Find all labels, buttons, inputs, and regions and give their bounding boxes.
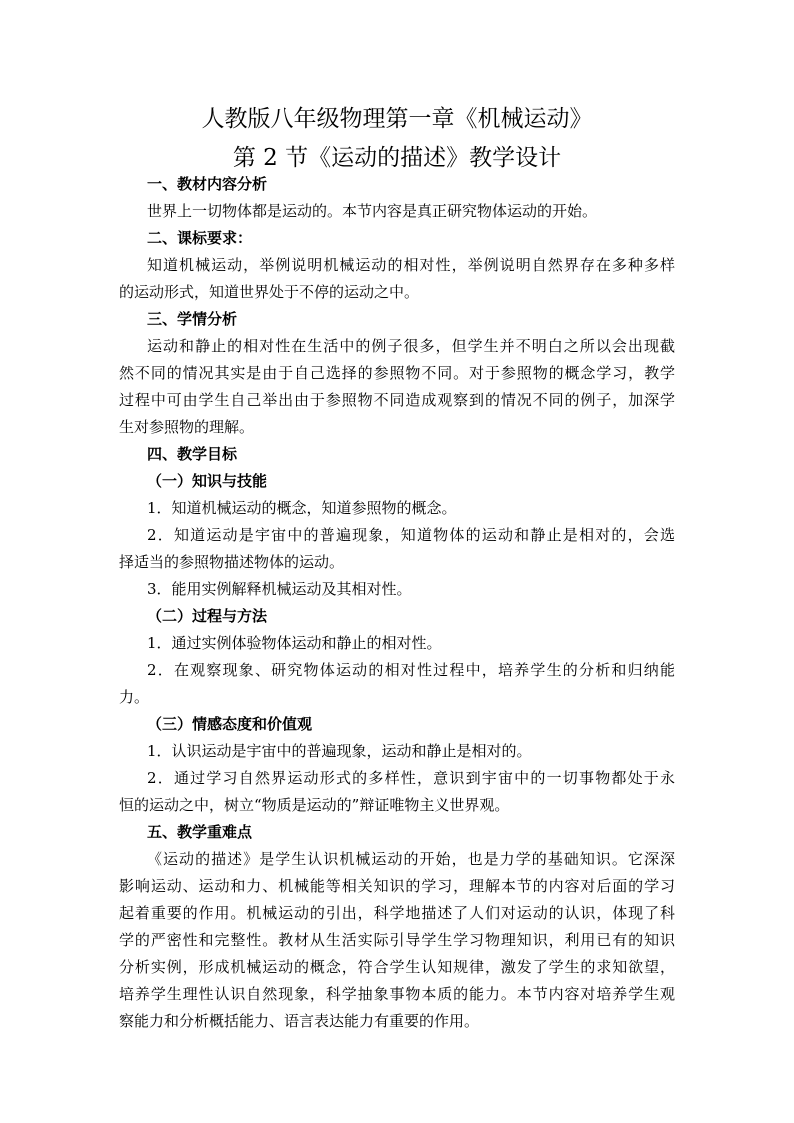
section-heading: 五、教学重难点 <box>147 823 253 841</box>
paragraph-line: 2．通过学习自然界运动形式的多样性，意识到宇宙中的一切事物都处于永 <box>147 769 675 787</box>
subsection-heading: （三）情感态度和价值观 <box>147 715 313 733</box>
paragraph-line: 的运动形式，知道世界处于不停的运动之中。 <box>119 283 420 301</box>
document-subtitle: 第 2 节《运动的描述》教学设计 <box>232 145 562 171</box>
paragraph-line: 起着重要的作用。机械运动的引出，科学地描述了人们对运动的认识，体现了科 <box>119 904 675 922</box>
document-body <box>119 171 675 1035</box>
paragraph-line: 生对参照物的理解。 <box>119 418 255 436</box>
paragraph-line: 世界上一切物体都是运动的。本节内容是真正研究物体运动的开始。 <box>147 202 598 220</box>
section-heading: 一、教材内容分析 <box>147 175 268 193</box>
paragraph-line: 然不同的情况其实是由于自己选择的参照物不同。对于参照物的概念学习，教学 <box>119 364 675 382</box>
paragraph-line: 1．知道机械运动的概念，知道参照物的概念。 <box>147 499 457 517</box>
paragraph-line: 力。 <box>119 688 150 706</box>
paragraph-line: 《运动的描述》是学生认识机械运动的开始，也是力学的基础知识。它深深 <box>147 850 675 868</box>
paragraph-line: 知道机械运动，举例说明机械运动的相对性，举例说明自然界存在多种多样 <box>147 256 675 274</box>
paragraph-line: 3．能用实例解释机械运动及其相对性。 <box>147 580 412 598</box>
paragraph-line: 2．知道运动是宇宙中的普遍现象，知道物体的运动和静止是相对的，会选 <box>147 526 675 544</box>
section-heading: 三、学情分析 <box>147 310 238 328</box>
paragraph-line: 过程中可由学生自己举出由于参照物不同造成观察到的情况不同的例子，加深学 <box>119 391 675 409</box>
paragraph-line: 察能力和分析概括能力、语言表达能力有重要的作用。 <box>119 1012 480 1030</box>
paragraph-line: 恒的运动之中，树立“物质是运动的”辩证唯物主义世界观。 <box>119 796 510 814</box>
paragraph-line: 学的严密性和完整性。教材从生活实际引导学生学习物理知识，利用已有的知识 <box>119 931 675 949</box>
paragraph-line: 培养学生理性认识自然现象，科学抽象事物本质的能力。本节内容对培养学生观 <box>119 985 675 1003</box>
paragraph-line: 1．认识运动是宇宙中的普遍现象，运动和静止是相对的。 <box>147 742 532 760</box>
paragraph-line: 运动和静止的相对性在生活中的例子很多，但学生并不明白之所以会出现截 <box>147 337 675 355</box>
paragraph-line: 影响运动、运动和力、机械能等相关知识的学习，理解本节的内容对后面的学习 <box>119 877 675 895</box>
section-heading: 二、课标要求： <box>147 229 253 247</box>
document-title: 人教版八年级物理第一章《机械运动》 <box>201 106 593 132</box>
paragraph-line: 1．通过实例体验物体运动和静止的相对性。 <box>147 634 442 652</box>
section-heading: 四、教学目标 <box>147 445 238 463</box>
paragraph-line: 2．在观察现象、研究物体运动的相对性过程中，培养学生的分析和归纳能 <box>147 661 675 679</box>
paragraph-line: 分析实例，形成机械运动的概念，符合学生认知规律，激发了学生的求知欲望， <box>119 958 675 976</box>
subsection-heading: （一）知识与技能 <box>147 472 268 490</box>
paragraph-line: 择适当的参照物描述物体的运动。 <box>119 553 345 571</box>
subsection-heading: （二）过程与方法 <box>147 607 268 625</box>
